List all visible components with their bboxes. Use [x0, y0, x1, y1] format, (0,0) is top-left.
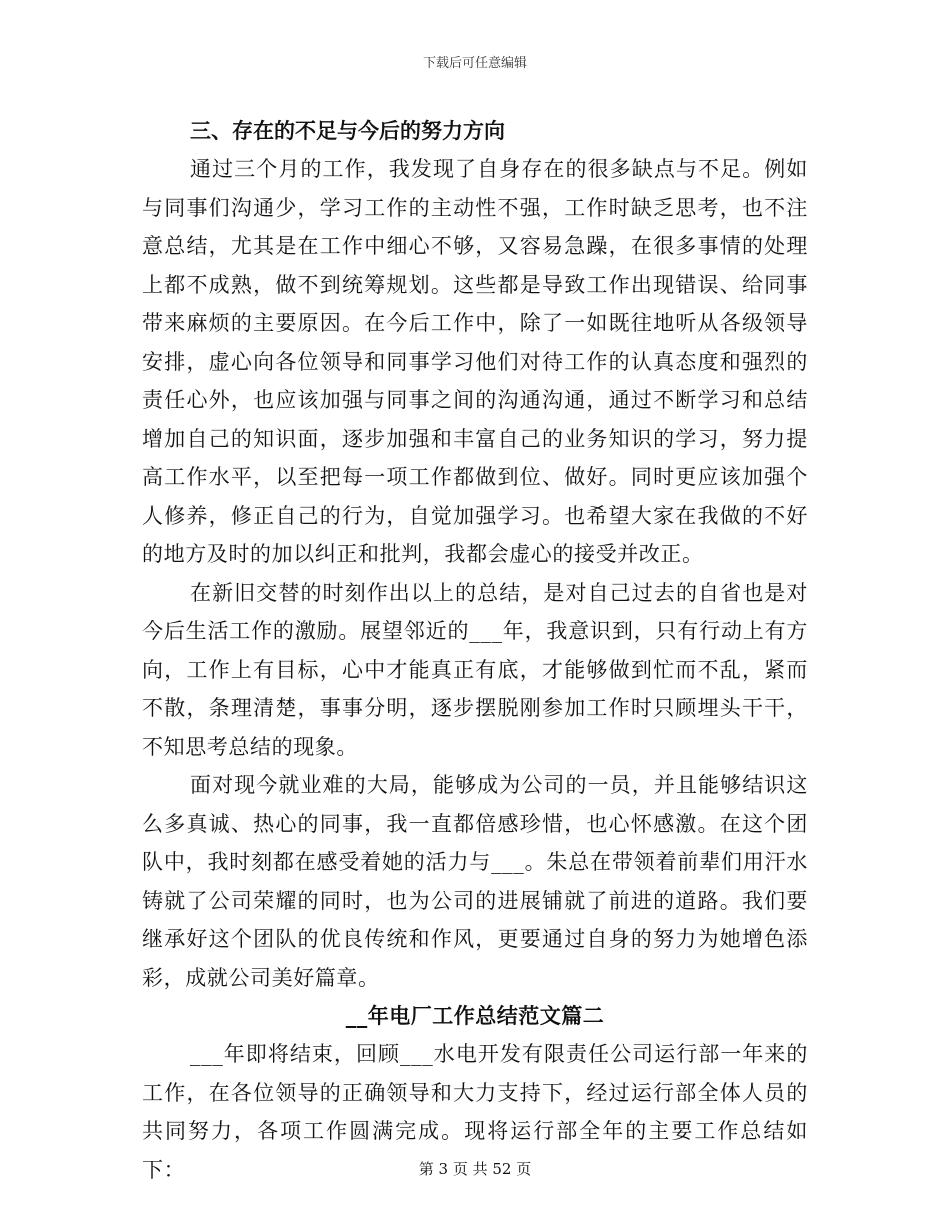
body-paragraph: 通过三个月的工作，我发现了自身存在的很多缺点与不足。例如与同事们沟通少，学习工作的主动性不强，工作时缺乏思考，也不注意总结，尤其是在工作中细心不够，又容易急躁，在很多事情的处理上都不成熟，做不到统筹规划。这些都是导致工作出现错误、给同事带来麻烦的主要原因。在今后工作中，除了一如既往地听从各级领导安排，虚心向各位领导和同事学习他们对待工作的认真态度和强烈的责任心外，也应该加强与同事之间的沟通沟通，通过不断学习和总结增加自己的知识面，逐步加强和丰富自己的业务知识的学习，努力提高工作水平，以至把每一项工作都做到位、做好。同时更应该加强个人修养，修正自己的行为，自觉加强学习。也希望大家在我做的不好的地方及时的加以纠正和批判，我都会虚心的接受并改正。 — [142, 157, 808, 566]
body-paragraph: 在新旧交替的时刻作出以上的总结，是对自己过去的自省也是对今后生活工作的激励。展望邻近的___年，我意识到，只有行动上有方向，工作上有目标，心中才能真正有底，才能够做到忙而不乱，紧而不散，条理清楚，事事分明，逐步摆脱刚参加工作时只顾埋头干干，不知思考总结的现象。 — [142, 580, 808, 759]
section-heading: 三、存在的不足与今后的努力方向 — [190, 118, 505, 143]
article-title: __年电厂工作总结范文篇二 — [345, 1003, 605, 1028]
header-note: 下载后可任意编辑 — [422, 56, 527, 71]
page-number: 第 3 页 共 52 页 — [418, 1160, 532, 1178]
document-body — [142, 112, 808, 1189]
body-paragraph: ___年即将结束，回顾___水电开发有限责任公司运行部一年来的工作，在各位领导的正确领导和大力支持下，经过运行部全体人员的共同努力，各项工作圆满完成。现将运行部全年的主要工作总结如下： — [142, 1042, 808, 1182]
body-paragraph: 面对现今就业难的大局，能够成为公司的一员，并且能够结识这么多真诚、热心的同事，我一直都倍感珍惜，也心怀感激。在这个团队中，我时刻都在感受着她的活力与___。朱总在带领着前辈们用汗水铸就了公司荣耀的同时，也为公司的进展铺就了前进的道路。我们要继承好这个团队的优良传统和作风，更要通过自身的努力为她增色添彩，成就公司美好篇章。 — [142, 773, 808, 990]
